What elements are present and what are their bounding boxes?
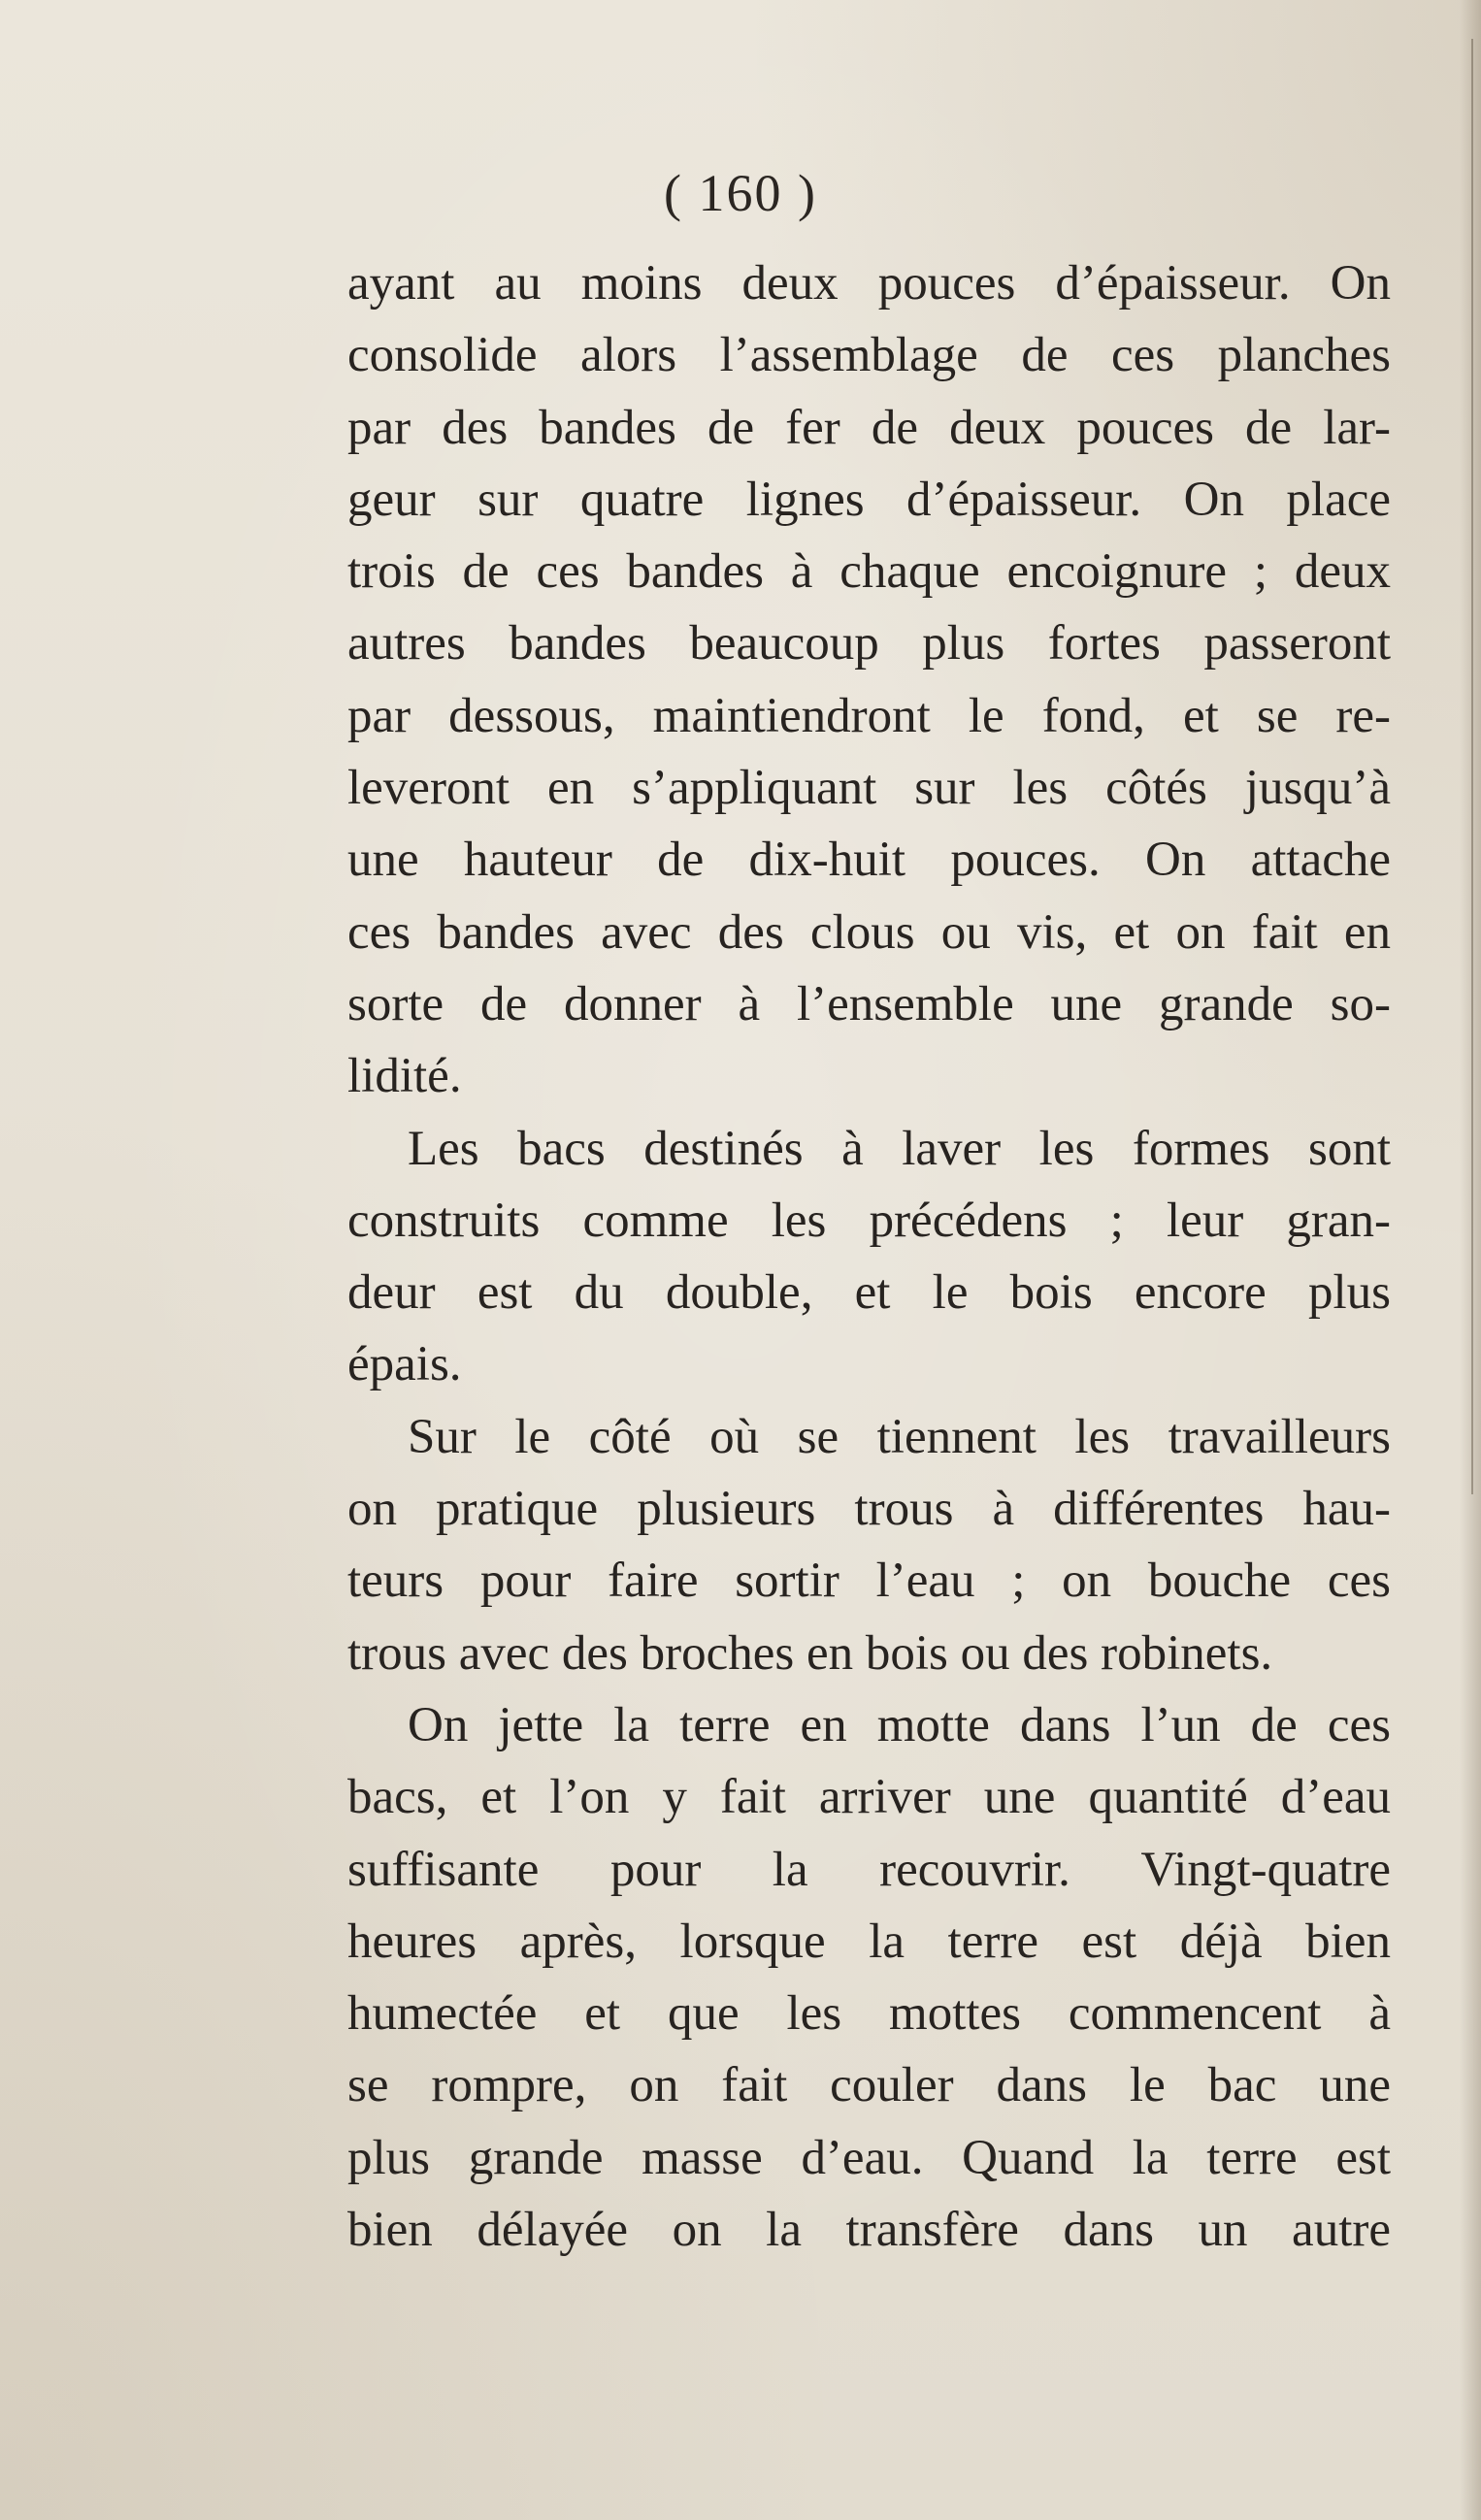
text-line: on pratique plusieurs trous à différentes hau-: [347, 1482, 1391, 1537]
text-line: geur sur quatre lignes d’épaisseur. On place: [347, 472, 1391, 527]
text-line: humectée et que les mottes commencent à: [347, 1986, 1391, 2042]
text-line: construits comme les précédens ; leur gran-: [347, 1193, 1391, 1248]
text-line: par des bandes de fer de deux pouces de lar-: [347, 400, 1391, 455]
text-line: plus grande masse d’eau. Quand la terre est: [347, 2130, 1391, 2185]
text-line: bacs, et l’on y fait arriver une quantité d’eau: [347, 1770, 1391, 1825]
text-line: heures après, lorsque la terre est déjà bien: [347, 1914, 1391, 1969]
text-line: se rompre, on fait couler dans le bac une: [347, 2058, 1391, 2113]
text-line: trous avec des broches en bois ou des robinets.: [347, 1625, 1273, 1681]
text-line: leveront en s’appliquant sur les côtés jusqu’à: [347, 761, 1391, 816]
text-line: ayant au moins deux pouces d’épaisseur. On: [347, 256, 1391, 311]
text-line: par dessous, maintiendront le fond, et se re-: [347, 688, 1391, 743]
text-line: teurs pour faire sortir l’eau ; on bouche ces: [347, 1554, 1391, 1609]
text-line: Les bacs destinés à laver les formes sont: [408, 1121, 1391, 1176]
text-line: sorte de donner à l’ensemble une grande so-: [347, 976, 1391, 1031]
page-edge-shadow: [1460, 0, 1481, 2520]
text-line: lidité.: [347, 1049, 462, 1104]
page-number: ( 160 ): [664, 164, 817, 222]
text-line: une hauteur de dix-huit pouces. On attache: [347, 833, 1391, 888]
text-line: consolide alors l’assemblage de ces planches: [347, 328, 1391, 383]
page-edge-line: [1471, 39, 1473, 1494]
text-line: bien délayée on la transfère dans un autre: [347, 2203, 1391, 2258]
text-line: On jette la terre en motte dans l’un de ces: [408, 1697, 1391, 1752]
text-line: deur est du double, et le bois encore plus: [347, 1265, 1391, 1321]
text-line: trois de ces bandes à chaque encoignure ; deux: [347, 544, 1391, 600]
text-line: épais.: [347, 1337, 462, 1392]
text-line: autres bandes beaucoup plus fortes passeront: [347, 616, 1391, 671]
body-text: [347, 247, 1391, 2266]
text-line: suffisante pour la recouvrir. Vingt-quatre: [347, 1842, 1391, 1897]
text-line: Sur le côté où se tiennent les travailleurs: [408, 1409, 1391, 1464]
text-line: ces bandes avec des clous ou vis, et on fait en: [347, 904, 1391, 960]
